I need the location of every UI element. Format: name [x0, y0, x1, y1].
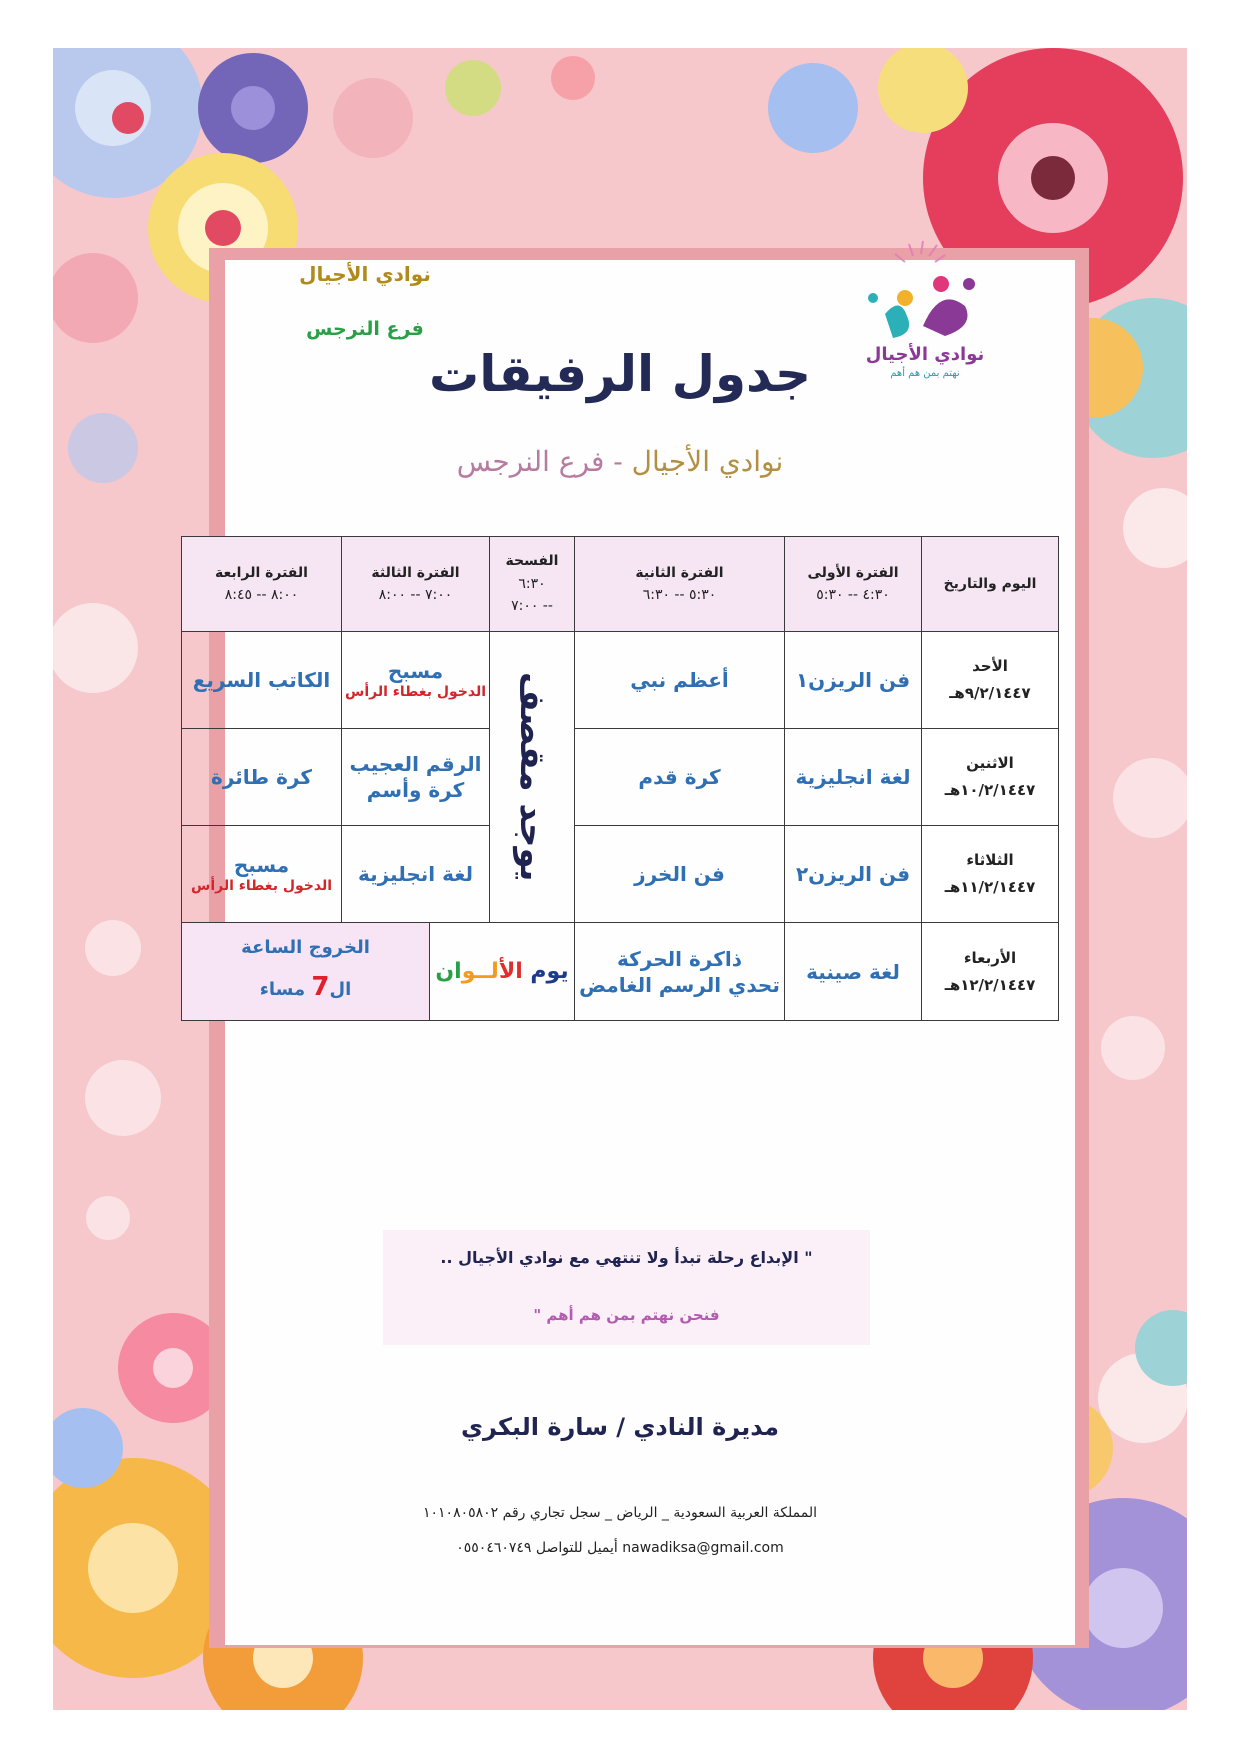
header-period-1: الفترة الأولى ٤:٣٠ -- ٥:٣٠	[785, 537, 922, 632]
manager-signature: مديرة النادي / سارة البكري	[461, 1413, 779, 1441]
subtitle-branch: فرع النرجس	[456, 445, 605, 478]
day-cell: الأحد ٩/٢/١٤٤٧هـ	[922, 632, 1059, 729]
page-title: جدول الرفيقات	[429, 345, 811, 403]
footer-contact: nawadiksa@gmail.com أيميل للتواصل ٠٥٥٠٤٦٠٧٤٩	[456, 1540, 784, 1556]
activity-cell: فن الريزن٢	[785, 826, 922, 923]
activity-cell: فن الخرز	[575, 826, 785, 923]
colors-day-cell: يوم الألــوان	[430, 923, 575, 1021]
activity-cell: لغة صينية	[785, 923, 922, 1021]
subtitle-org: نوادي الأجيال	[631, 445, 784, 478]
activity-cell: الكاتب السريع	[182, 632, 342, 729]
day-cell: الثلاثاء ١١/٢/١٤٤٧هـ	[922, 826, 1059, 923]
exit-time-cell: الخروج الساعة ال7 مساء	[182, 923, 430, 1021]
quote-line-2: فنحن نهتم بمن هم أهم "	[533, 1306, 720, 1324]
header-day: اليوم والتاريخ	[922, 537, 1059, 632]
header-period-4: الفترة الرابعة ٨:٠٠ -- ٨:٤٥	[182, 537, 342, 632]
table-row	[182, 729, 1059, 826]
schedule-table	[181, 536, 1059, 1021]
break-text: يوجد مقصف	[512, 672, 552, 882]
logo-tagline: نهتم بمن هم أهم	[890, 368, 960, 379]
activity-cell: أعظم نبي	[575, 632, 785, 729]
org-name: نوادي الأجيال	[299, 262, 431, 286]
subtitle-separator: -	[604, 445, 632, 478]
activity-cell: ذاكرة الحركة تحدي الرسم الغامض	[575, 923, 785, 1021]
logo-text: نوادي الأجيال	[865, 344, 985, 365]
header-period-2: الفترة الثانية ٥:٣٠ -- ٦:٣٠	[575, 537, 785, 632]
header-period-3: الفترة الثالثة ٧:٠٠ -- ٨:٠٠	[342, 537, 490, 632]
activity-cell: كرة قدم	[575, 729, 785, 826]
activity-cell: الرقم العجيب كرة وأسم	[342, 729, 490, 826]
quote-line-1: " الإبداع رحلة تبدأ ولا تنتهي مع نوادي الأجيال ..	[440, 1248, 813, 1267]
activity-cell: فن الريزن١	[785, 632, 922, 729]
header-row	[182, 537, 1059, 632]
break-cell	[490, 632, 575, 923]
table-row	[182, 826, 1059, 923]
table-row	[182, 632, 1059, 729]
footer-address: المملكة العربية السعودية _ الرياض _ سجل تجاري رقم ١٠١٠٨٠٥٨٠٢	[422, 1505, 818, 1521]
activity-cell: مسبح الدخول بغطاء الرأس	[342, 632, 490, 729]
activity-cell: كرة طائرة	[182, 729, 342, 826]
header-break: الفسحة ٦:٣٠ -- ٧:٠٠	[490, 537, 575, 632]
subtitle	[420, 445, 820, 478]
activity-cell: لغة انجليزية	[342, 826, 490, 923]
day-cell: الاثنين ١٠/٢/١٤٤٧هـ	[922, 729, 1059, 826]
table-row	[182, 923, 1059, 1021]
day-cell: الأربعاء ١٢/٢/١٤٤٧هـ	[922, 923, 1059, 1021]
activity-cell: مسبح الدخول بغطاء الرأس	[182, 826, 342, 923]
branch-name: فرع النرجس	[306, 318, 424, 340]
activity-cell: لغة انجليزية	[785, 729, 922, 826]
